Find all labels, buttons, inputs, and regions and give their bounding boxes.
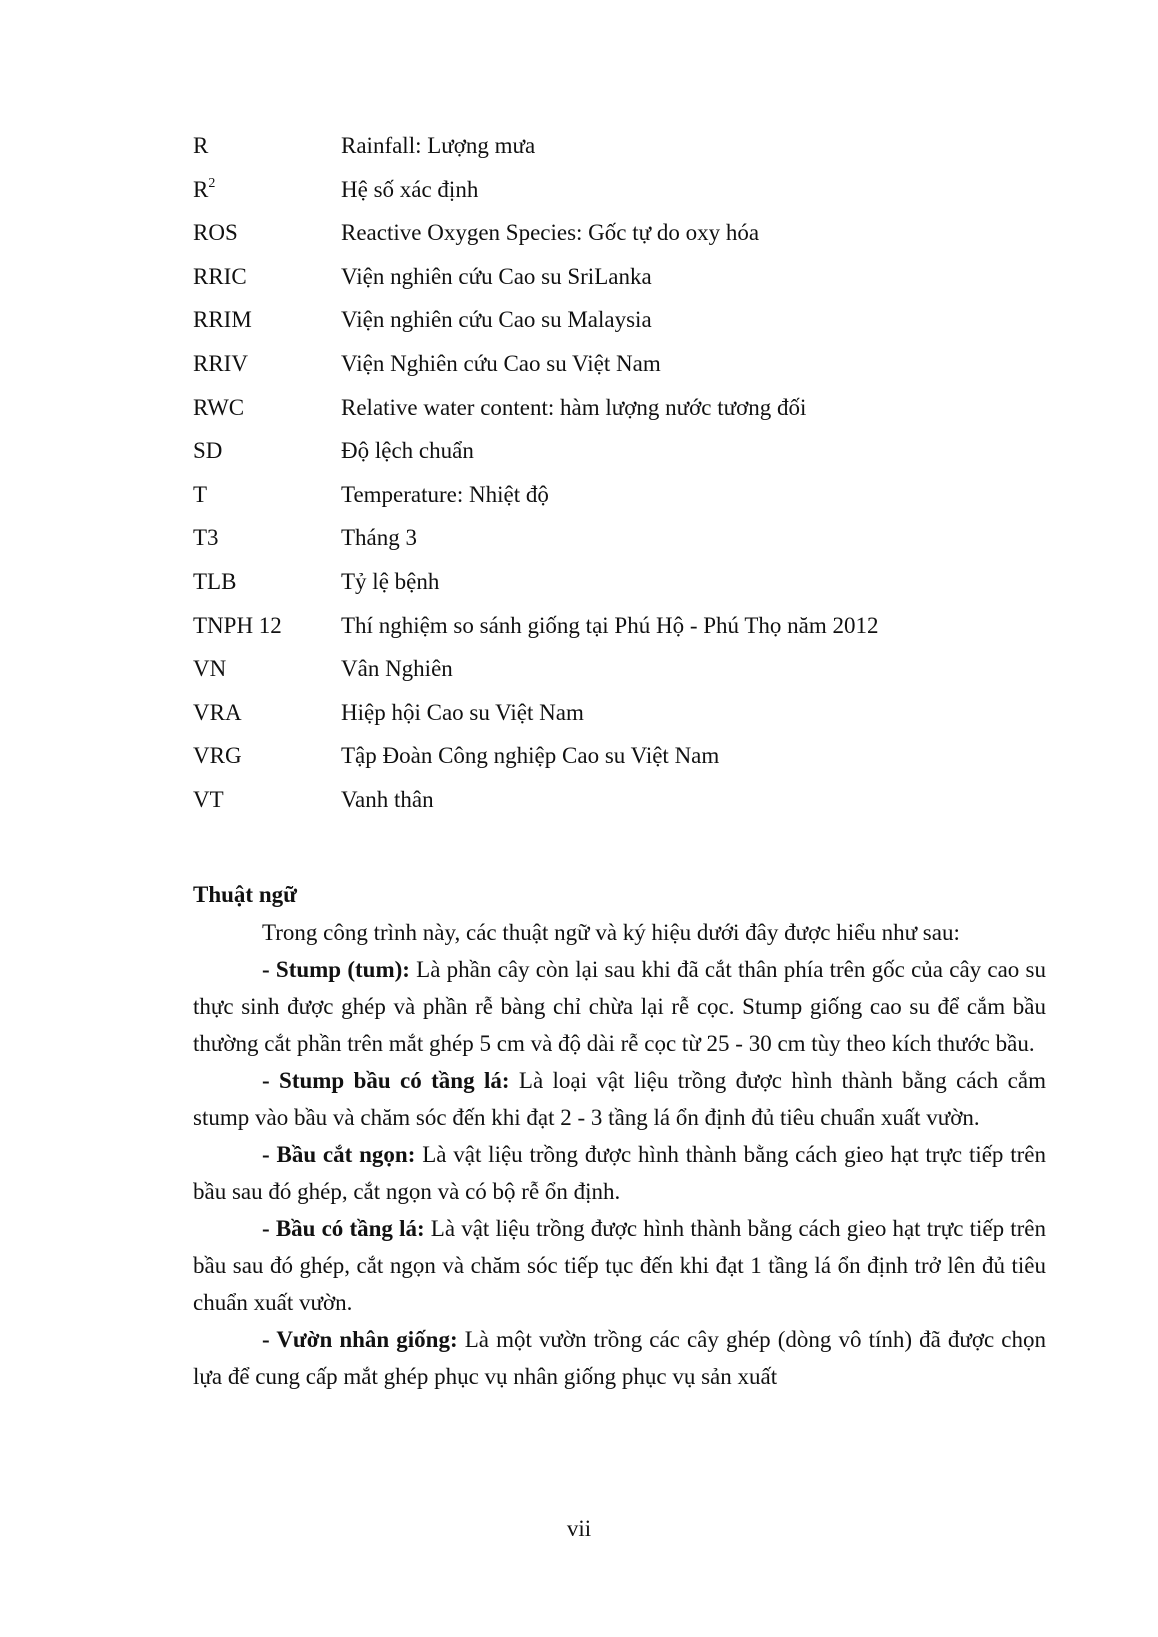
abbreviation-value: Hệ số xác định <box>341 176 479 202</box>
abbreviation-row <box>193 305 1053 349</box>
abbreviation-key: VRA <box>193 699 242 725</box>
term-definition <box>193 1062 1046 1136</box>
abbreviation-key: R <box>193 133 209 158</box>
term-text: Là vật liệu trồng được hình thành bằng cách gieo hạt trực tiếp trên bầu sau đó ghép, cắt ngọn và chăm sóc tiếp tục đến khi đạt 1 tầng lá ổn định trở lên đủ tiêu chuẩn xuất vườn. <box>193 1216 1047 1315</box>
abbreviation-key: RRIV <box>193 350 248 376</box>
term-label: - Vườn nhân giống: <box>262 1327 458 1352</box>
abbreviation-row <box>193 218 1053 262</box>
term-definition <box>193 951 1046 1062</box>
abbreviation-value: Vanh thân <box>341 786 434 812</box>
abbreviation-key-base: R <box>193 176 209 202</box>
abbreviation-row <box>193 175 1053 219</box>
term-text: Là phần cây còn lại sau khi đã cắt thân phía trên gốc của cây cao su thực sinh được ghép và phần rễ bàng chỉ chừa lại rễ cọc. Stump giống cao su để cắm bầu thường cắt phần trên mắt ghép 5 cm và độ dài rễ cọc từ 25 - 30 cm tùy theo kích thước bầu. <box>193 957 1046 1056</box>
abbreviation-row <box>193 131 1053 175</box>
abbreviation-value: Tập Đoàn Công nghiệp Cao su Việt Nam <box>341 743 720 769</box>
abbreviation-row <box>193 741 1053 785</box>
abbreviation-key: T <box>193 481 208 507</box>
term-text: Là loại vật liệu trồng được hình thành bằng cách cắm stump vào bầu và chăm sóc đến khi đạt 2 - 3 tầng lá ổn định đủ tiêu chuẩn xuất vườn. <box>193 1068 1046 1130</box>
abbreviation-row <box>193 654 1053 698</box>
term-label: - Bầu có tầng lá: <box>262 1216 425 1241</box>
abbreviation-key: VRG <box>193 743 242 769</box>
abbreviation-list <box>193 131 1053 829</box>
abbreviation-row <box>193 436 1053 480</box>
page-number: vii <box>566 1516 592 1541</box>
abbreviation-key-superscript: 2 <box>208 175 216 191</box>
abbreviation-row <box>193 349 1053 393</box>
abbreviation-row <box>193 523 1053 567</box>
abbreviation-key: RRIC <box>193 263 247 289</box>
abbreviation-key: RWC <box>193 394 245 420</box>
abbreviation-row <box>193 393 1053 437</box>
abbreviation-row <box>193 785 1053 829</box>
abbreviation-row <box>193 611 1053 655</box>
abbreviation-value: Reactive Oxygen Species: Gốc tự do oxy hóa <box>341 220 760 246</box>
terms-heading: Thuật ngữ <box>193 882 297 907</box>
term-label: - Bầu cắt ngọn: <box>262 1142 416 1167</box>
term-label: - Stump (tum): <box>262 957 410 982</box>
term-label: - Stump bầu có tầng lá: <box>262 1068 510 1093</box>
term-text: Là vật liệu trồng được hình thành bằng cách gieo hạt trực tiếp trên bầu sau đó ghép, cắt ngọn và có bộ rễ ổn định. <box>193 1142 1047 1204</box>
terms-intro: Trong công trình này, các thuật ngữ và ký hiệu dưới đây được hiểu như sau: <box>262 920 960 945</box>
abbreviation-key: VT <box>193 786 224 812</box>
abbreviation-value: Viện nghiên cứu Cao su SriLanka <box>341 263 652 289</box>
abbreviation-row <box>193 480 1053 524</box>
abbreviation-value: Relative water content: hàm lượng nước tương đối <box>341 394 807 420</box>
term-text: Là một vườn trồng các cây ghép (dòng vô tính) đã được chọn lựa để cung cấp mắt ghép phục vụ nhân giống phục vụ sản xuất <box>193 1327 1047 1389</box>
abbreviation-key: TNPH 12 <box>193 612 282 638</box>
abbreviation-value: Vân Nghiên <box>341 656 453 682</box>
abbreviation-row <box>193 262 1053 306</box>
abbreviation-key: VN <box>193 656 227 682</box>
abbreviation-key <box>193 175 341 205</box>
abbreviation-key: T3 <box>193 525 219 551</box>
abbreviation-value: Rainfall: Lượng mưa <box>341 133 536 158</box>
abbreviation-key: SD <box>193 438 223 464</box>
abbreviation-value: Temperature: Nhiệt độ <box>341 481 549 507</box>
abbreviation-key: ROS <box>193 220 238 246</box>
abbreviation-row <box>193 567 1053 611</box>
abbreviation-value: Viện nghiên cứu Cao su Malaysia <box>341 307 652 333</box>
abbreviation-value: Thí nghiệm so sánh giống tại Phú Hộ - Phú Thọ năm 2012 <box>341 612 879 638</box>
abbreviation-value: Hiệp hội Cao su Việt Nam <box>341 699 584 725</box>
abbreviation-row <box>193 698 1053 742</box>
abbreviation-value: Viện Nghiên cứu Cao su Việt Nam <box>341 350 661 376</box>
abbreviation-key: RRIM <box>193 307 252 333</box>
terms-section <box>193 914 1046 1395</box>
abbreviation-value: Độ lệch chuẩn <box>341 438 474 464</box>
abbreviation-value: Tỷ lệ bệnh <box>341 568 440 594</box>
term-definition <box>193 1136 1046 1210</box>
term-definition <box>193 1210 1046 1321</box>
abbreviation-value: Tháng 3 <box>341 525 418 551</box>
term-definition <box>193 1321 1046 1395</box>
abbreviation-key: TLB <box>193 568 237 594</box>
